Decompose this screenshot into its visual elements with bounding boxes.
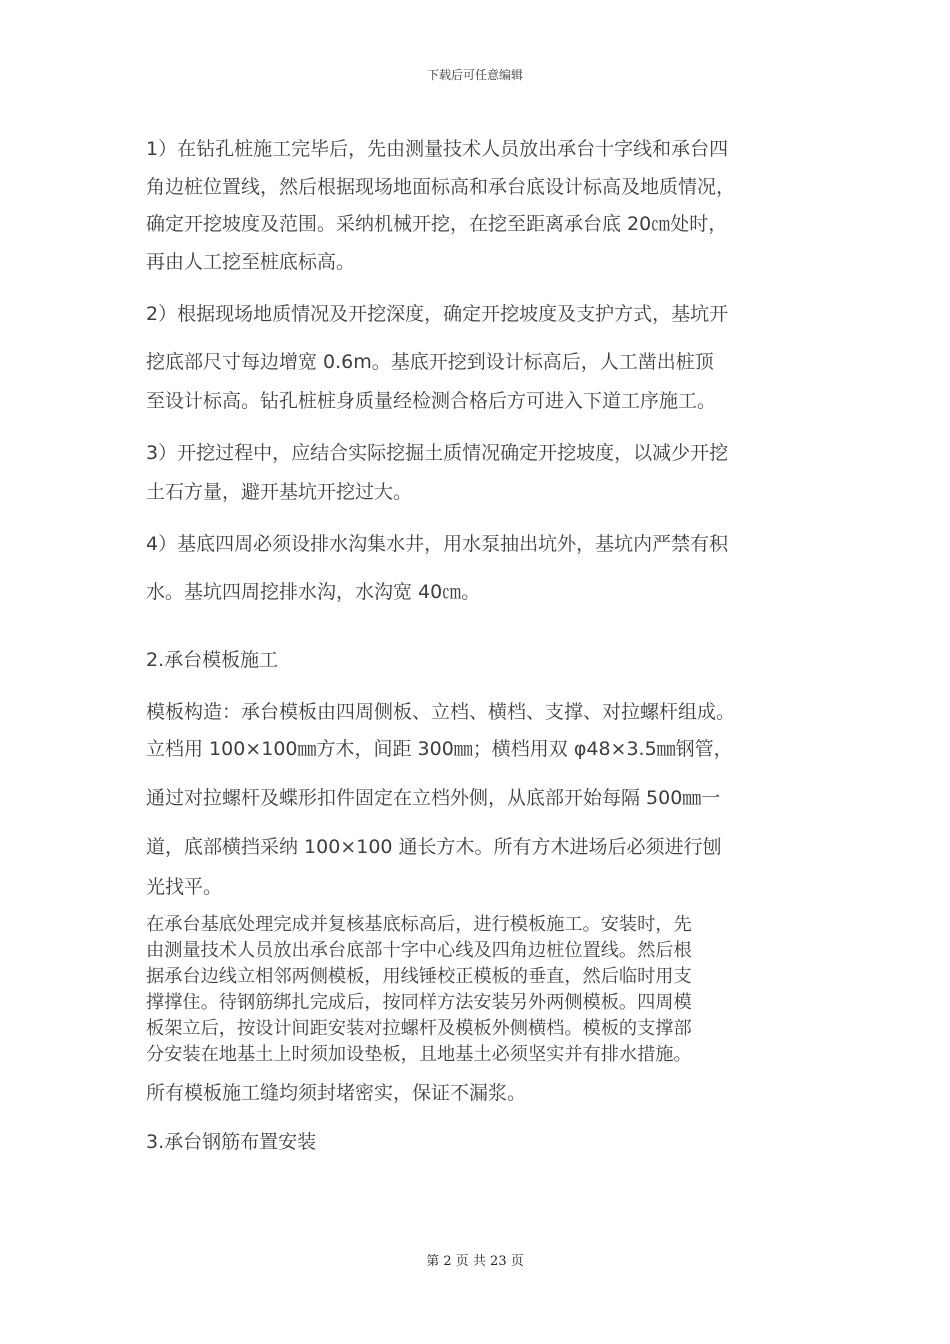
paragraph-1-line-2: 角边桩位置线，然后根据现场地面标高和承台底设计标高及地质情况， bbox=[146, 176, 736, 198]
paragraph-1-line-1: 1）在钻孔桩施工完毕后，先由测量技术人员放出承台十字线和承台四 bbox=[146, 138, 729, 160]
page-header: 下载后可任意编辑 bbox=[426, 68, 523, 82]
paragraph-2-line-3: 至设计标高。钻孔桩桩身质量经检测合格后方可进入下道工序施工。 bbox=[146, 390, 717, 412]
paragraph-5-line-5: 光找平。 bbox=[146, 876, 223, 898]
paragraph-5-line-2: 立档用 100×100㎜方木，间距 300㎜；横档用双 φ48×3.5㎜钢管， bbox=[146, 738, 733, 760]
paragraph-4-line-2: 水。基坑四周挖排水沟，水沟宽 40㎝。 bbox=[146, 581, 481, 603]
paragraph-6-line-4: 撑撑住。待钢筋绑扎完成后，按同样方法安装另外两侧模板。四周模 bbox=[146, 992, 692, 1013]
paragraph-5-line-4: 道，底部横挡采纳 100×100 通长方木。所有方木进场后必须进行刨 bbox=[146, 836, 722, 858]
page-footer: 第 2 页 共 23 页 bbox=[426, 1254, 524, 1269]
paragraph-2-line-2: 挖底部尺寸每边增宽 0.6m。基底开挖到设计标高后，人工凿出桩顶 bbox=[146, 351, 714, 373]
paragraph-3-line-2: 土石方量，避开基坑开挖过大。 bbox=[146, 481, 413, 503]
paragraph-5-line-1: 模板构造：承台模板由四周侧板、立档、横档、支撑、对拉螺杆组成。 bbox=[146, 701, 736, 723]
section-heading-rebar: 3.承台钢筋布置安装 bbox=[146, 1131, 317, 1153]
paragraph-2-line-1: 2）根据现场地质情况及开挖深度，确定开挖坡度及支护方式，基坑开 bbox=[146, 303, 729, 325]
paragraph-6-line-2: 由测量技术人员放出承台底部十字中心线及四角边桩位置线。然后根 bbox=[146, 940, 692, 961]
paragraph-6-line-5: 板架立后，按设计间距安装对拉螺杆及模板外侧横档。模板的支撑部 bbox=[146, 1018, 692, 1039]
paragraph-7-line-1: 所有模板施工缝均须封堵密实，保证不漏浆。 bbox=[146, 1082, 527, 1104]
paragraph-4-line-1: 4）基底四周必须设排水沟集水井，用水泵抽出坑外，基坑内严禁有积 bbox=[146, 533, 729, 555]
paragraph-5-line-3: 通过对拉螺杆及蝶形扣件固定在立档外侧，从底部开始每隔 500㎜一 bbox=[146, 787, 721, 809]
paragraph-3-line-1: 3）开挖过程中，应结合实际挖掘土质情况确定开挖坡度，以减少开挖 bbox=[146, 442, 729, 464]
paragraph-6-line-1: 在承台基底处理完成并复核基底标高后，进行模板施工。安装时，先 bbox=[146, 914, 692, 935]
paragraph-1-line-4: 再由人工挖至桩底标高。 bbox=[146, 251, 356, 273]
paragraph-6-line-6: 分安装在地基土上时须加设垫板，且地基土必须坚实并有排水措施。 bbox=[146, 1044, 692, 1065]
section-heading-formwork: 2.承台模板施工 bbox=[146, 649, 279, 671]
paragraph-1-line-3: 确定开挖坡度及范围。采纳机械开挖，在挖至距离承台底 20㎝处时， bbox=[146, 213, 728, 235]
paragraph-6-line-3: 据承台边线立相邻两侧模板，用线锤校正模板的垂直，然后临时用支 bbox=[146, 966, 692, 987]
